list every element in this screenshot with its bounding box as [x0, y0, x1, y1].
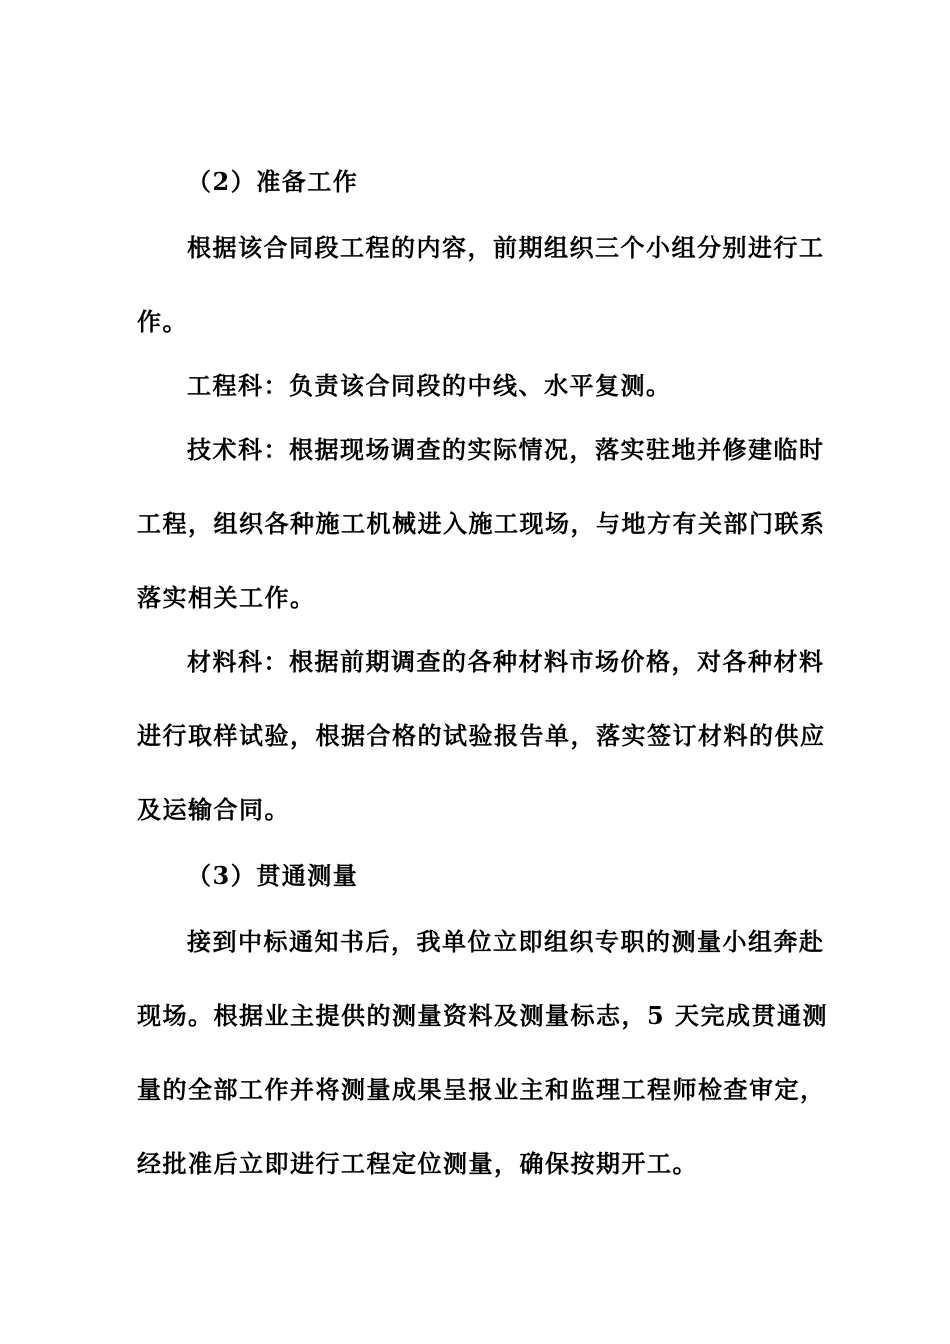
- section-2-para-4-line-1: 材料科：根据前期调查的各种材料市场价格，对各种材料: [187, 647, 825, 676]
- section-3-para-1-line-4: 经批准后立即进行工程定位测量，确保按期开工。: [137, 1149, 698, 1178]
- section-2-para-3-line-3: 落实相关工作。: [137, 583, 316, 612]
- section-2-para-3-line-1: 技术科：根据现场调查的实际情况，落实驻地并修建临时: [187, 435, 825, 464]
- section-3-para-1-line-1: 接到中标通知书后，我单位立即组织专职的测量小组奔赴: [187, 927, 825, 956]
- section-3-heading: （3）贯通测量: [187, 861, 359, 890]
- section-2-para-3-line-2: 工程，组织各种施工机械进入施工现场，与地方有关部门联系: [137, 509, 826, 538]
- section-3-para-1-line-3: 量的全部工作并将测量成果呈报业主和监理工程师检查审定，: [137, 1075, 826, 1104]
- section-2-para-4-line-2: 进行取样试验，根据合格的试验报告单，落实签订材料的供应: [137, 721, 826, 750]
- section-2-para-4-line-3: 及运输合同。: [137, 795, 290, 824]
- section-3-para-1-line-2: 现场。根据业主提供的测量资料及测量标志，5 天完成贯通测: [137, 1001, 829, 1030]
- section-2-para-1-line-2: 作。: [137, 307, 188, 336]
- section-2-heading: （2）准备工作: [187, 167, 359, 196]
- section-2-para-2-line-1: 工程科：负责该合同段的中线、水平复测。: [187, 371, 672, 400]
- section-2-para-1-line-1: 根据该合同段工程的内容，前期组织三个小组分别进行工: [187, 233, 825, 262]
